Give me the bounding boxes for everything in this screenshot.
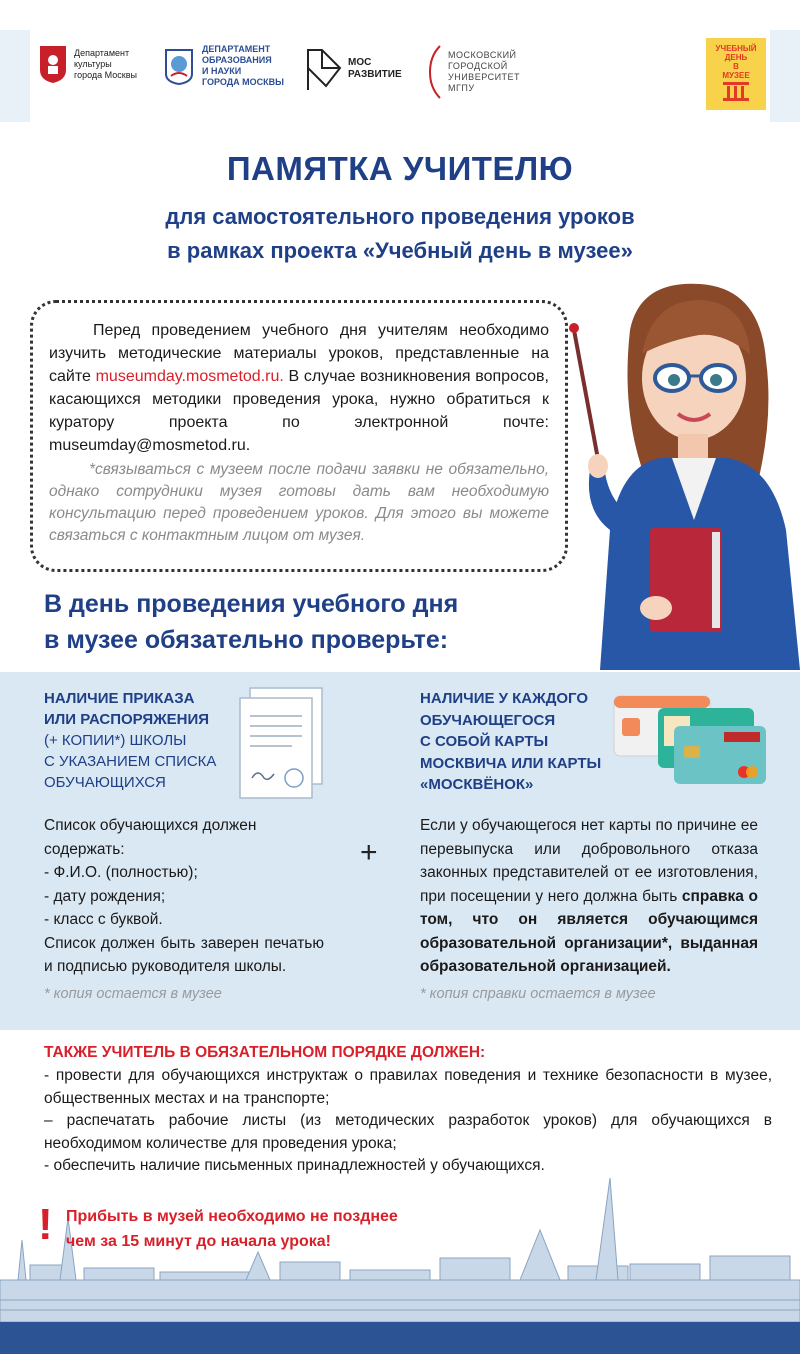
logo-mos-line: МОС [348, 57, 372, 68]
logo-mos-razvitie [306, 46, 402, 92]
arrival-warning-line: Прибыть в музей необходимо не позднее [66, 1208, 398, 1225]
card-heading [420, 688, 620, 796]
logo-education-line: И НАУКИ [202, 66, 242, 76]
logo-education-line: ДЕПАРТАМЕНТ [202, 44, 271, 54]
logo-museum-line: УЧЕБНЫЙ [715, 44, 757, 53]
logo-education-line: ОБРАЗОВАНИЯ [202, 55, 272, 65]
note-text-b: В случае возникновения вопросов, касающихся методики проведения урока, нужно обратиться к куратору проекта по электронной почте: [49, 368, 550, 431]
mos-razvitie-emblem-icon [306, 46, 342, 92]
duty-item: - обеспечить наличие письменных принадлежностей у обучающихся. [44, 1157, 545, 1174]
order-heading-line: НАЛИЧИЕ ПРИКАЗА [44, 690, 195, 707]
arrival-warning-line: чем за 15 минут до начала урока! [66, 1233, 331, 1250]
header-band-left [0, 30, 30, 122]
card-text-regular: Если у обучающегося нет карты по причине ее перевыпуска или добровольного отказа законных представителей от ее изготовления, при посещении у него должна быть [420, 817, 758, 905]
duties-heading: ТАКЖЕ УЧИТЕЛЬ В ОБЯЗАТЕЛЬНОМ ПОРЯДКЕ ДОЛЖЕН: [44, 1044, 486, 1061]
note-text-a: Перед проведением учебного дня учителям необходимо изучить методические материалы уроков, представленные на сайте [49, 322, 549, 385]
page-title: ПАМЯТКА УЧИТЕЛЮ [226, 150, 574, 187]
logo-mgpu-line: МГПУ [448, 83, 475, 93]
check-heading-line2: в музее обязательно проверьте: [44, 626, 449, 654]
moscow-coat-of-arms-icon [38, 44, 68, 84]
order-heading-line: ИЛИ РАСПОРЯЖЕНИЯ [44, 711, 210, 728]
card-heading-line: С СОБОЙ КАРТЫ [420, 733, 549, 750]
info-note-footnote: *связываться с музеем после подачи заявки не обязательно, однако сотрудники музея готовы дать вам необходимую консультацию перед проведением уроков. Для этого вы можете связаться с контактным лицом от музея. [49, 461, 549, 544]
student-list-item: - дату рождения; [44, 887, 166, 905]
logo-museum-line: МУЗЕЕ [722, 71, 750, 80]
column-icon [719, 80, 753, 102]
logo-mgpu-line: ГОРОДСКОЙ [448, 61, 508, 71]
card-requirements-text [420, 814, 758, 979]
header-band-right [770, 30, 800, 122]
student-list-outro: Список должен быть заверен печатью и подписью руководителя школы. [44, 934, 324, 975]
plus-sign: + [360, 836, 378, 869]
student-list-footnote: * копия остается в музее [44, 985, 222, 1002]
card-text-bold: справка о том, что он является обучающимся образовательной организации*, выданная образовательной организацией. [420, 887, 758, 975]
order-heading-line: (+ КОПИИ*) ШКОЛЫ [44, 732, 187, 749]
arrival-warning [66, 1204, 398, 1254]
logo-education-line: ГОРОДА МОСКВЫ [202, 77, 284, 87]
info-note [30, 300, 568, 572]
student-list-item: - Ф.И.О. (полностью); [44, 864, 198, 881]
page-subtitle-2: в рамках проекта «Учебный день в музее» [167, 238, 633, 263]
page-subtitle-1: для самостоятельного проведения уроков [165, 204, 635, 229]
logo-mgpu-line: УНИВЕРСИТЕТ [448, 72, 521, 82]
order-heading-line: С УКАЗАНИЕМ СПИСКА [44, 753, 217, 770]
logo-museum-day [706, 38, 766, 110]
logo-mos-line: РАЗВИТИЕ [348, 69, 402, 80]
logo-museum-line: ДЕНЬ [724, 53, 748, 62]
warning-icon: ! [38, 1200, 53, 1249]
card-heading-line: НАЛИЧИЕ У КАЖДОГО [420, 690, 589, 707]
document-icon [236, 686, 326, 802]
duty-item: – распечатать рабочие листы (из методических разработок уроков) для обучающихся в необходимом количестве для проведения урока; [44, 1112, 772, 1152]
duties-list [44, 1065, 772, 1178]
logo-culture-line: культуры [74, 58, 112, 69]
order-heading [44, 688, 234, 793]
curator-email[interactable]: museumday@mosmetod.ru. [49, 437, 251, 454]
card-requirements [420, 814, 758, 1006]
logo-culture-dept [38, 44, 137, 84]
education-emblem-icon [162, 46, 196, 86]
moscow-cards-image [612, 688, 770, 788]
logo-mgpu-line: МОСКОВСКИЙ [448, 50, 517, 60]
teacher-illustration [560, 270, 800, 670]
footer-bar [0, 1322, 800, 1354]
order-heading-line: ОБУЧАЮЩИХСЯ [44, 774, 166, 791]
logo-culture-line: города Москвы [74, 69, 137, 80]
logo-education-dept [162, 44, 284, 88]
student-list-requirements [44, 814, 324, 1006]
card-heading-line: «МОСКВЁНОК» [420, 776, 534, 793]
student-list-intro: Список обучающихся должен содержать: [44, 817, 257, 858]
duty-item: - провести для обучающихся инструктаж о правилах поведения и технике безопасности в музее, общественных местах и на транспорте; [44, 1067, 772, 1107]
logo-culture-line: Департамент [74, 47, 130, 58]
student-list-item: - класс с буквой. [44, 911, 163, 928]
mgpu-arc-icon [428, 42, 442, 102]
check-heading-line1: В день проведения учебного дня [44, 590, 459, 618]
site-link[interactable]: museumday.mosmetod.ru. [95, 368, 284, 385]
logo-museum-line: В [733, 62, 739, 71]
info-note-text [49, 319, 549, 457]
logo-mgpu [428, 42, 520, 102]
card-footnote: * копия справки остается в музее [420, 985, 656, 1002]
card-heading-line: МОСКВИЧА ИЛИ КАРТЫ [420, 754, 602, 772]
card-heading-line: ОБУЧАЮЩЕГОСЯ [420, 711, 556, 729]
